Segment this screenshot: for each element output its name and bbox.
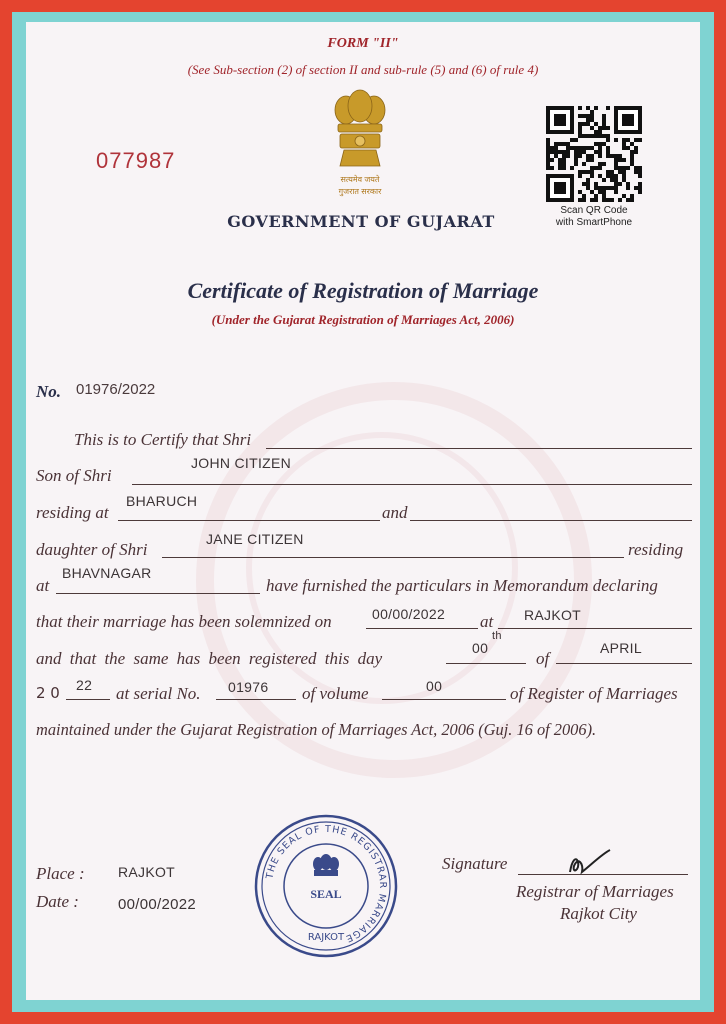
place-value: RAJKOT <box>118 864 176 880</box>
register-text: of Register of Marriages <box>510 684 678 703</box>
day-suffix: th <box>492 630 502 642</box>
month-value: APRIL <box>600 640 642 656</box>
qr-code <box>546 106 642 202</box>
place-label: Place : <box>36 864 85 883</box>
solemnized-place-line <box>498 628 692 629</box>
emblem-state-text: गुजरात सरकार <box>338 187 382 196</box>
signature-label: Signature <box>442 854 508 873</box>
daughter-of-label: daughter of Shri <box>36 540 148 559</box>
serial-line <box>216 699 296 700</box>
certify-text: This is to Certify that Shri <box>74 430 252 449</box>
son-of-value: JOHN CITIZEN <box>191 455 292 471</box>
volume-value: 00 <box>426 678 443 694</box>
daughter-of-line <box>162 557 624 558</box>
registrar-city: Rajkot City <box>560 904 637 923</box>
serial-label: at serial No. <box>116 684 201 703</box>
signature-mark <box>562 846 622 878</box>
certificate-subtitle: (Under the Gujarat Registration of Marriages Act, 2006) <box>211 312 515 327</box>
residing-label: residing <box>628 540 684 559</box>
qr-code-icon <box>546 106 642 202</box>
qr-caption-line1: Scan QR Code <box>560 205 628 216</box>
son-of-label: Son of Shri <box>36 466 112 485</box>
svg-text:THE SEAL OF THE REGISTRAR MARR: THE SEAL OF THE REGISTRAR MARRIAGE <box>264 823 389 945</box>
residing-at-label: residing at <box>36 503 109 522</box>
month-line <box>556 663 692 664</box>
year-line <box>66 699 110 700</box>
of-label: of <box>536 649 550 668</box>
solemnized-date-line <box>366 628 478 629</box>
maintained-text: maintained under the Gujarat Registration of Marriages Act, 2006 (Guj. 16 of 2006). <box>36 720 597 739</box>
solemnized-text: that their marriage has been solemnized on <box>36 612 332 631</box>
registered-text: and that the same has been registered this day <box>36 649 383 668</box>
residing-at-line <box>118 520 380 521</box>
furnished-text: have furnished the particulars in Memorandum declaring <box>266 576 658 595</box>
number-label: No. <box>36 382 62 401</box>
son-of-line <box>132 484 692 485</box>
svg-text:RAJKOT: RAJKOT <box>307 932 345 943</box>
registrar-seal <box>252 812 400 960</box>
and-label: and <box>382 503 408 522</box>
solemnized-place-value: RAJKOT <box>524 607 582 623</box>
form-title: FORM "II" <box>327 36 399 51</box>
emblem-motto: सत्यमेव जयते <box>340 175 380 184</box>
form-subtitle: (See Sub-section (2) of section II and sub-rule (5) and (6) of rule 4) <box>187 62 539 77</box>
at-line <box>56 593 260 594</box>
year-value: 22 <box>76 677 93 693</box>
at-label: at <box>36 576 50 595</box>
solemnized-at-label: at <box>480 612 494 631</box>
date-value: 00/00/2022 <box>118 896 197 913</box>
volume-label: of volume <box>302 684 369 703</box>
groom-name-line <box>266 448 692 449</box>
registrar-seal-icon <box>252 812 400 960</box>
serial-value: 01976 <box>228 679 269 695</box>
bride-name-line <box>410 520 692 521</box>
at-value: BHAVNAGAR <box>62 565 152 581</box>
handwritten-signature-icon <box>562 846 622 878</box>
government-heading: GOVERNMENT OF GUJARAT <box>227 212 495 231</box>
date-label: Date : <box>36 892 79 911</box>
volume-line <box>382 699 506 700</box>
registrar-title: Registrar of Marriages <box>516 882 674 901</box>
certificate-paper <box>26 22 700 1000</box>
certificate-title: Certificate of Registration of Marriage <box>187 278 539 303</box>
residing-at-value: BHARUCH <box>126 493 198 509</box>
emblem <box>324 88 396 208</box>
number-value: 01976/2022 <box>76 381 156 398</box>
day-line <box>446 663 526 664</box>
day-value: 00 <box>472 640 489 656</box>
daughter-of-value: JANE CITIZEN <box>206 531 304 547</box>
svg-text:SEAL: SEAL <box>310 887 342 901</box>
qr-caption-line2: with SmartPhone <box>555 217 633 228</box>
serial-number: 077987 <box>96 148 176 173</box>
solemnized-date-value: 00/00/2022 <box>372 606 446 622</box>
year-prefix: 2 0 <box>36 684 60 702</box>
